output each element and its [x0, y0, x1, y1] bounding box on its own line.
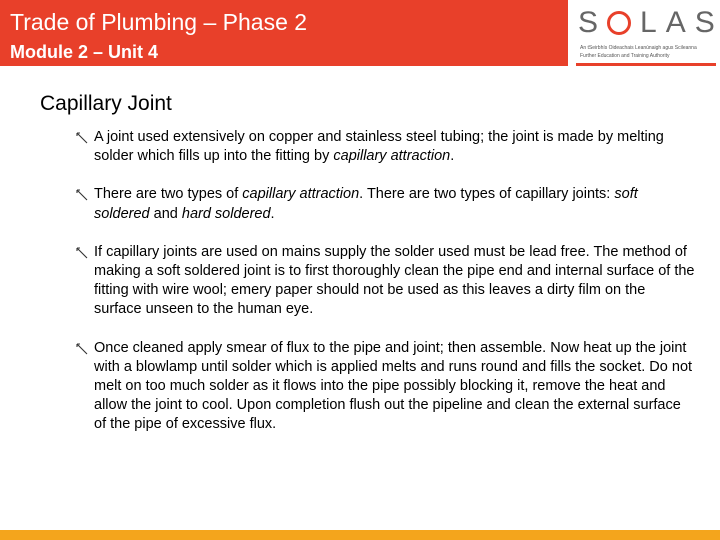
- bullet-text: If capillary joints are used on mains supply the solder used must be lead free. The method of making a soft soldered joint is to first thoroughly clean the pipe end and internal surface of the fitting with wire wool; emery paper should not be used as this leaves a dirty film on the surface unseen to the human eye.: [94, 243, 695, 318]
- logo-letter-l: L: [640, 6, 657, 39]
- header-subtitle: Module 2 – Unit 4: [10, 42, 159, 62]
- bullet-text: .: [270, 205, 275, 222]
- bullet-text: Once cleaned apply smear of flux to the pipe and joint; then assemble. Now heat up the joint with a blowlamp until solder which is applied melts and runs round and fills the socket. Do not melt on too much solder as it flows into the pipe possibly blocking it, remove the heat and allow the joint to cool. Upon completion flush out the pipeline and clean the external surface of the pipe of excessive flux.: [94, 339, 693, 433]
- logo-letter-s2: S: [694, 6, 715, 39]
- bullet-text: There are two types of: [94, 186, 243, 203]
- bullet-text: capillary attraction: [242, 186, 360, 203]
- footer-bar: [0, 530, 720, 540]
- logo-letter-s: S: [578, 6, 599, 39]
- header-band: [0, 0, 568, 66]
- bullet-item: [76, 185, 696, 223]
- logo-tagline-english: Further Education and Training Authority: [580, 53, 670, 59]
- bullet-text: A joint used extensively on copper and stainless steel tubing; the joint is made by melting solder which fills up into the fitting by: [94, 129, 664, 165]
- bullet-text: hard soldered: [181, 205, 271, 222]
- bullet-text: capillary attraction: [333, 148, 451, 165]
- slide-title: Capillary Joint: [40, 92, 172, 115]
- bullet-text: . There are two types of capillary joints:: [359, 186, 615, 203]
- logo-tagline-irish: An tSeirbhís Oideachais Leanúnaigh agus Scileanna: [580, 45, 697, 51]
- pencil-bullet-icon: [76, 189, 88, 201]
- bullet-text: .: [450, 148, 455, 165]
- header-title: Trade of Plumbing – Phase 2: [10, 9, 308, 35]
- solas-logo: [568, 0, 720, 66]
- bullet-item: [76, 243, 696, 320]
- pencil-bullet-icon: [76, 132, 88, 144]
- bullet-text: and: [149, 205, 182, 222]
- bullet-text: soft soldered: [94, 186, 638, 222]
- logo-ring-icon: [607, 11, 631, 35]
- bullet-item: [76, 128, 696, 166]
- logo-underline: [576, 63, 716, 66]
- pencil-bullet-icon: [76, 247, 88, 259]
- pencil-bullet-icon: [76, 343, 88, 355]
- bullet-item: [76, 339, 696, 435]
- logo-letter-a: A: [665, 6, 686, 39]
- bullet-list: [76, 128, 696, 435]
- logo-wordmark: [578, 5, 715, 41]
